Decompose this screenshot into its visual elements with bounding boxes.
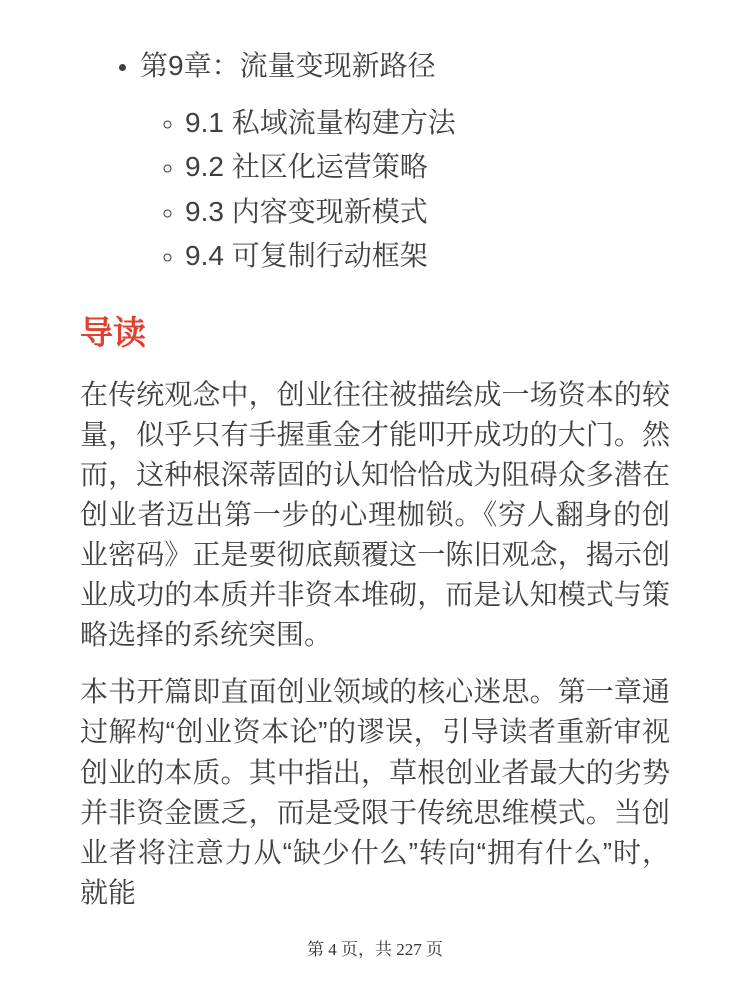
lead-section-heading: 导读 xyxy=(80,313,146,351)
paragraph: 本书开篇即直面创业领域的核心迷思。第一章通过解构“创业资本论”的谬误，引导读者重新审视创业的本质。其中指出，草根创业者最大的劣势并非资金匮乏，而是受限于传统思维模式。当创业者将注意力从“缺少什么”转向“拥有什么”时，就能 xyxy=(80,676,670,908)
chapter-label: 第9章：流量变现新路径 xyxy=(140,50,436,81)
chapter-item xyxy=(140,46,670,275)
page-indicator: 第 4 页，共 227 页 xyxy=(307,940,443,959)
section-item xyxy=(185,236,670,275)
section-label: 9.4 可复制行动框架 xyxy=(185,239,428,271)
section-item xyxy=(185,103,670,142)
chapter-list xyxy=(80,46,670,275)
section-list xyxy=(140,103,670,275)
section-label: 9.3 内容变现新模式 xyxy=(185,195,428,227)
section-item xyxy=(185,147,670,186)
section-label: 9.1 私域流量构建方法 xyxy=(185,107,456,139)
paragraph: 在传统观念中，创业往往被描绘成一场资本的较量，似乎只有手握重金才能叩开成功的大门。然而，这种根深蒂固的认知恰恰成为阻碍众多潜在创业者迈出第一步的心理枷锁。《穷人翻身的创业密码》正是要彻底颠覆这一陈旧观念，揭示创业成功的本质并非资本堆砌，而是认知模式与策略选择的系统突围。 xyxy=(80,379,670,651)
section-item xyxy=(185,192,670,231)
section-label: 9.2 社区化运营策略 xyxy=(185,151,428,183)
